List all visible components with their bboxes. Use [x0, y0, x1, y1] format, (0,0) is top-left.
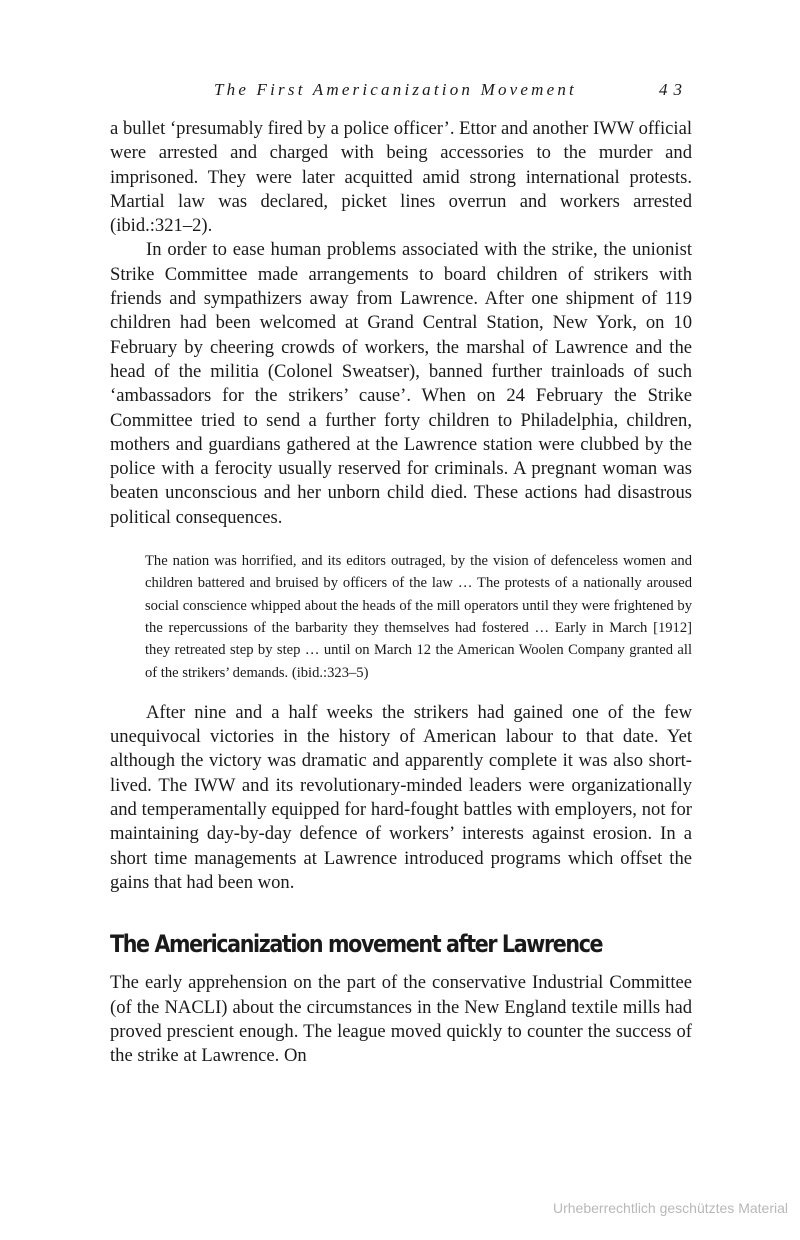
- copyright-watermark: Urheberrechtlich geschütztes Material: [553, 1200, 788, 1216]
- page-body: [110, 117, 692, 1068]
- paragraph-strike-committee: In order to ease human problems associated with the strike, the unionist Strike Committee made arrangements to board children of strikers with friends and sympathizers away from Lawrence. After one shipment of 119 children had been welcomed at Grand Central Station, New York, on 10 February by cheering crowds of workers, the marshal of Lawrence and the head of the militia (Colonel Sweatser), banned further trainloads of such ‘ambassadors for the strikers’ cause’. When on 24 February the Strike Committee tried to send a further forty children to Philadelphia, children, mothers and guardians gathered at the Lawrence station were clubbed by the police with a ferocity usually reserved for criminals. A pregnant woman was beaten unconscious and her unborn child died. These actions had disastrous political consequences.: [110, 239, 692, 528]
- paragraph-after-quote: After nine and a half weeks the strikers had gained one of the few unequivocal victories in the history of American labour to that date. Yet although the victory was dramatic and apparently complete it was also short-lived. The IWW and its revolutionary-minded leaders were organizationally and temperamentally equipped for hard-fought battles with employers, not for maintaining day-by-day defence of workers’ interests against erosion. In a short time managements at Lawrence introduced programs which offset the gains that had been won.: [110, 701, 692, 893]
- block-quote: The nation was horrified, and its editors outraged, by the vision of defenceless women and children battered and bruised by officers of the law … The protests of a nationally aroused social conscience whipped about the heads of the mill operators until they were frightened by the repercussions of the barbarity they themselves had fostered … Early in March [1912] they retreated step by step … until on March 12 the American Woolen Company granted all of the strikers’ demands. (ibid.:323–5): [145, 553, 692, 681]
- running-head: [110, 80, 692, 108]
- paragraph-section-start: The early apprehension on the part of the conservative Industrial Committee (of the NACLI) about the circumstances in the New England textile mills had proved prescient enough. The league moved quickly to counter the success of the strike at Lawrence. On: [110, 972, 692, 1067]
- section-heading: The Americanization movement after Lawrence: [110, 930, 603, 959]
- page-number: 43: [659, 80, 688, 99]
- paragraph-continuation: a bullet ‘presumably fired by a police officer’. Ettor and another IWW official were arrested and charged with being accessories to the murder and imprisoned. They were later acquitted amid strong international protests. Martial law was declared, picket lines overrun and workers arrested (ibid.:321–2).: [110, 118, 692, 237]
- running-title: The First Americanization Movement: [214, 80, 577, 99]
